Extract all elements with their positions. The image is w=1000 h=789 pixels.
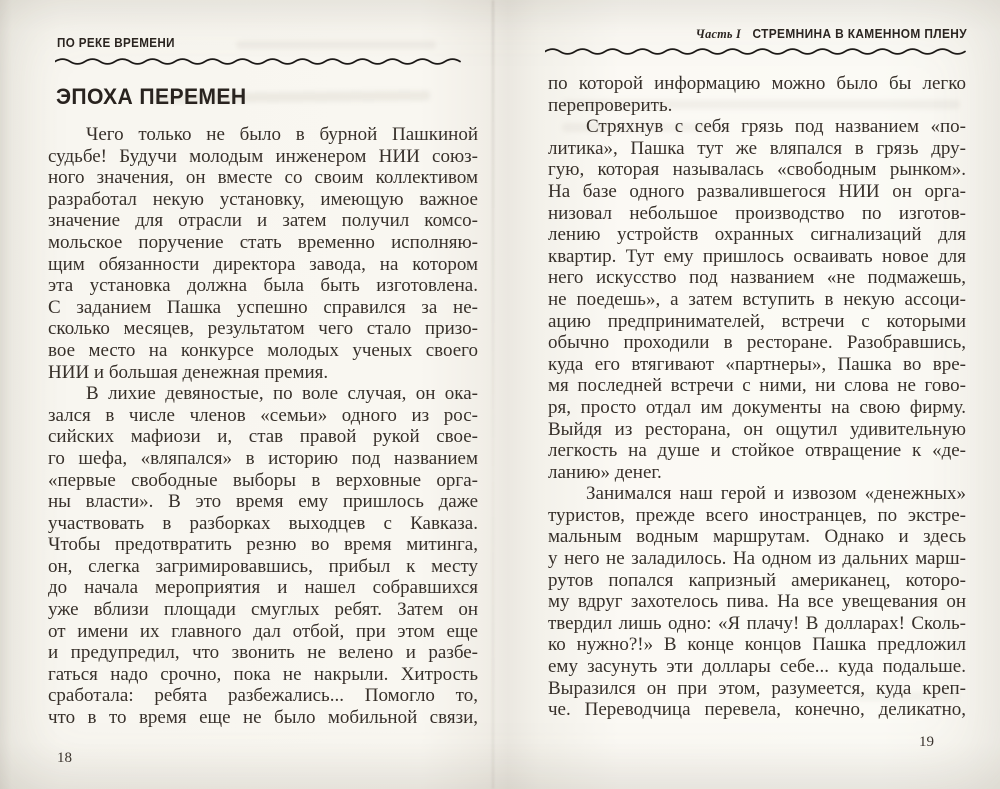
text-line: Чего только не было в бурной Пашкиной [86,124,478,145]
text-line: му вдруг захотелось пива. На все увещевания он [548,591,966,613]
text-line: по которой информацию можно было бы легко [548,73,966,94]
text-line: Выйдя из ресторана, он ощутил удивительную [548,418,966,440]
text-line: зался в числе членов «семьи» одного из рос- [48,404,478,426]
text-line: низовал небольшое производство по изготов- [548,202,966,224]
text-line: вое место на конкурсе молодых ученых своего [48,339,478,361]
running-header-right-title: СТРЕМНИНА В КАМЕННОМ ПЛЕНУ [752,27,967,41]
text-line: ацию предпринимателей, встречи с которыми [548,310,966,332]
text-line: Стряхнув с себя грязь под названием «по- [586,116,966,138]
text-line: у него не заладилось. На одном из дальних марш- [548,548,966,570]
chapter-title: ЭПОХА ПЕРЕМЕН [56,84,247,109]
left-page-body [48,124,478,729]
text-line: твердил лишь одно: «Я плачу! В долларах! Сколь- [548,612,966,634]
text-line: гую, которая называлась «свободным рынком». [548,159,966,181]
text-line: «первые свободные выборы в верховные орга- [48,469,478,491]
text-line: туристов, прежде всего иностранцев, по экстре- [548,504,966,526]
text-line: ланию» денег. [548,461,662,483]
text-line: уже вблизи площади смуглых ребят. Затем он [48,599,478,621]
text-line: В лихие девяностые, по воле случая, он ока- [86,383,478,405]
text-line: квартир. Тут ему пришлось осваивать новое для [548,245,966,267]
text-line: сколько месяцев, результатом чего стало призо- [48,318,478,340]
text-line: литика», Пашка тут же вляпался в грязь дру- [548,137,966,159]
text-line: С заданием Пашка успешно справился за не- [48,296,478,318]
text-line: гаться надо срочно, пока не накрыли. Хитрость [48,663,478,685]
text-line: эта установка должна была быть изготовлена. [48,275,478,297]
text-line: разработал некую установку, имеющую важное [48,188,478,210]
text-line: куда его втягивают «партнеры», Пашка во вре- [548,353,966,375]
text-line: На базе одного развалившегося НИИ он орга- [548,180,966,202]
text-line: от имени их главного дал отбой, при этом еще [48,620,478,642]
running-header-left: ПО РЕКЕ ВРЕМЕНИ [57,36,175,50]
text-line: Занимался наш герой и извозом «денежных» [586,483,966,505]
page-number-right: 19 [919,734,934,750]
text-line: значение для отрасли и затем получил комсо- [48,210,478,232]
text-line: мя последней встречи с ними, ни слова не гово- [548,375,966,397]
text-line: го шефа, «вляпался» в историю под названием [48,447,478,469]
right-page-body [548,73,966,721]
running-header-right [566,26,967,42]
text-line: щим обязанности директора завода, на котором [48,253,478,275]
spine-crease [492,0,494,789]
text-line: него искусство под названием «не подмажешь, [548,267,966,289]
page-number-left: 18 [57,750,72,766]
text-line: лению устройств охранных сигнализаций для [548,224,966,246]
text-line: ны власти». В это время ему пришлось даже [48,491,478,513]
text-line: обычно проходили в ресторане. Разобравшись, [548,332,966,354]
text-line: сийских мафиози и, став правой рукой свое- [48,426,478,448]
text-line: рутов попался капризный американец, которо- [548,569,966,591]
text-line: он, слегка загримировавшись, прибыл к месту [48,555,478,577]
text-line: ему засунуть эти доллары себе... куда подальше. [548,656,966,678]
text-line: не поедешь», а затем вступить в некую ассоци- [548,288,966,310]
text-line: Чтобы предотвратить резню во время митинга, [48,534,478,556]
text-line: НИИ и большая денежная премия. [48,361,329,383]
text-line: что в то время еще не было мобильной связи, [48,707,478,729]
text-line: сработала: ребята разбежались... Помогло то, [48,685,478,707]
text-line: ко нужно?!» В конце концов Пашка предложил [548,634,966,656]
text-line: мольское поручение стать временно исполняю- [48,231,478,253]
text-line: легкость на душе и стойкое отвращение к «де- [548,440,966,462]
part-label: Часть I [695,26,742,41]
text-line: ря, просто отдал им документы на свою фирму. [548,396,966,418]
text-line: судьбе! Будучи молодым инженером НИИ союз- [48,145,478,167]
wavy-divider-right [545,47,967,56]
text-line: че. Переводчица перевела, конечно, деликатно, [548,699,966,721]
show-through-smudge [236,41,436,49]
text-line: участвовать в разборках выходцев с Кавказа. [48,512,478,534]
text-line: перепроверить. [548,94,673,116]
text-line: Выразился он при этом, разумеется, куда креп- [548,677,966,699]
text-line: и предупредил, что звонить не велено и разбе- [48,642,478,664]
wavy-divider-left [55,57,471,66]
text-line: ного значения, он вместе со своим коллективом [48,167,478,189]
text-line: до начала мероприятия и нашел собравшихся [48,577,478,599]
text-line: мальным водным маршрутам. Однако и здесь [548,526,966,548]
